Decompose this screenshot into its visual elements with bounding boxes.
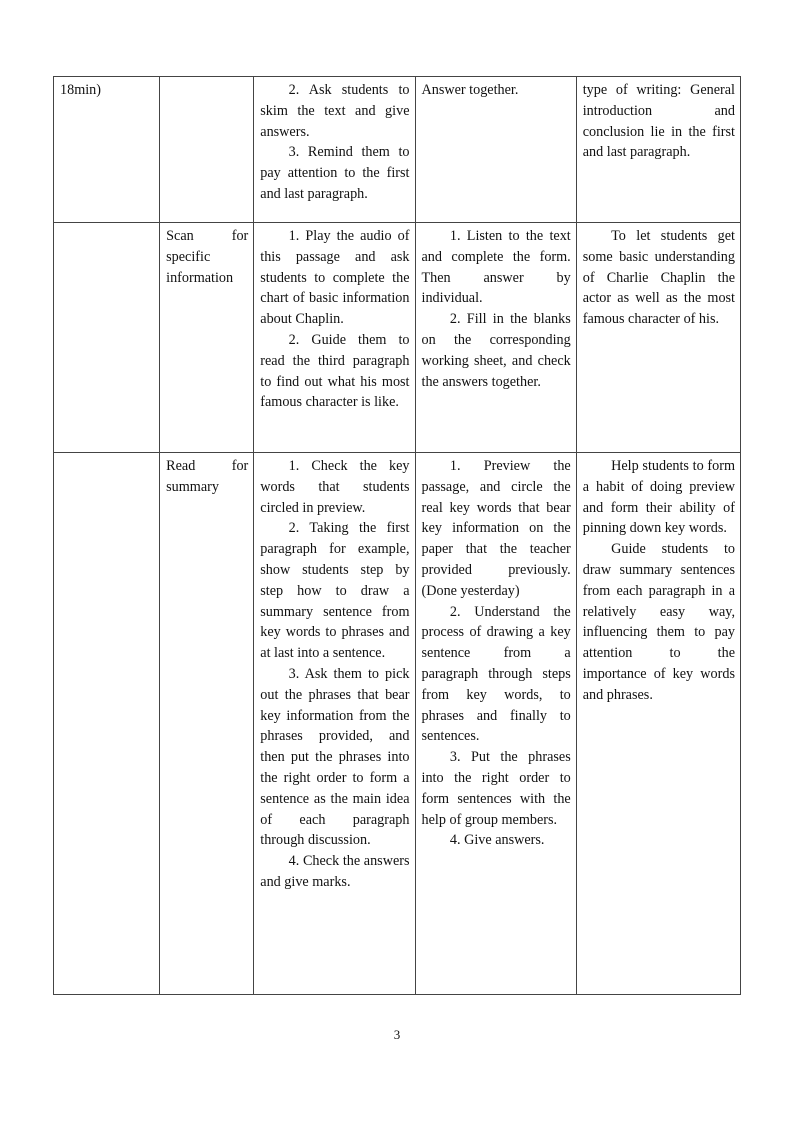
step-cell: [160, 223, 254, 453]
teacher-activity-item: 2. Ask students to skim the text and give answers.: [260, 82, 410, 140]
purpose-item: Help students to form a habit of doing preview and form their ability of pinning down key words.: [582, 458, 735, 537]
teacher-activity-item: 2. Guide them to read the third paragraph to find out what his most famous character is like.: [260, 331, 410, 411]
teacher-activity-item: 1. Play the audio of this passage and ask students to complete the chart of basic information about Chaplin.: [260, 228, 410, 328]
student-activity-item: 3. Put the phrases into the right order to form sentences with the help of group members.: [421, 749, 571, 828]
teacher-activity-item: 1. Check the key words that students circled in preview.: [260, 458, 410, 516]
time-cell: [54, 453, 160, 995]
teacher-activity-cell: [254, 223, 415, 453]
step-cell: [160, 453, 254, 995]
lesson-plan-table: [53, 76, 741, 995]
purpose-item: type of writing: General introduction and conclusion lie in the first and last paragraph.: [582, 82, 735, 161]
teacher-activity-item: 3. Remind them to pay attention to the first and last paragraph.: [260, 144, 410, 202]
step-text: Read for summary: [166, 458, 249, 495]
student-activity-item: 2. Fill in the blanks on the corresponding working sheet, and check the answers together.: [421, 311, 571, 390]
table-row: [54, 223, 741, 453]
table-row: [54, 453, 741, 995]
time-cell: [54, 77, 160, 223]
teacher-activity-item: 4. Check the answers and give marks.: [260, 853, 410, 890]
teacher-activity-cell: [254, 77, 415, 223]
purpose-cell: [576, 77, 740, 223]
purpose-cell: [576, 453, 740, 995]
purpose-item: Guide students to draw summary sentences from each paragraph in a relatively easy way, influencing them to pay attention to the importance of key words and phrases.: [582, 541, 735, 703]
purpose-item: To let students get some basic understanding of Charlie Chaplin the actor as well as the most famous character of his.: [582, 228, 735, 328]
student-activity-item: 1. Preview the passage, and circle the real key words that bear key information on the paper that the teacher provided previously. (Done yesterday): [421, 458, 571, 599]
teacher-activity-item: 2. Taking the first paragraph for example, show students step by step how to draw a summary sentence from key words to phrases and at last into a sentence.: [260, 520, 410, 662]
step-text: Scan for specific information: [166, 228, 249, 286]
student-activity-cell: [415, 453, 576, 995]
time-text: 18min): [60, 82, 101, 98]
purpose-cell: [576, 223, 740, 453]
student-activity-item: Answer together.: [421, 82, 519, 98]
student-activity-item: 2. Understand the process of drawing a key sentence from a paragraph through steps from key words, to phrases and finally to sentences.: [421, 603, 571, 745]
teacher-activity-item: 3. Ask them to pick out the phrases that bear key information from the phrases provided, and then put the phrases into the right order to form a sentence as the main idea of each paragraph through discussion.: [260, 665, 410, 849]
student-activity-cell: [415, 77, 576, 223]
table-row: [54, 77, 741, 223]
page-number: 3: [393, 1027, 401, 1042]
step-cell: [160, 77, 254, 223]
student-activity-item: 4. Give answers.: [449, 832, 545, 849]
time-cell: [54, 223, 160, 453]
teacher-activity-cell: [254, 453, 415, 995]
student-activity-cell: [415, 223, 576, 453]
student-activity-item: 1. Listen to the text and complete the form. Then answer by individual.: [421, 228, 571, 307]
